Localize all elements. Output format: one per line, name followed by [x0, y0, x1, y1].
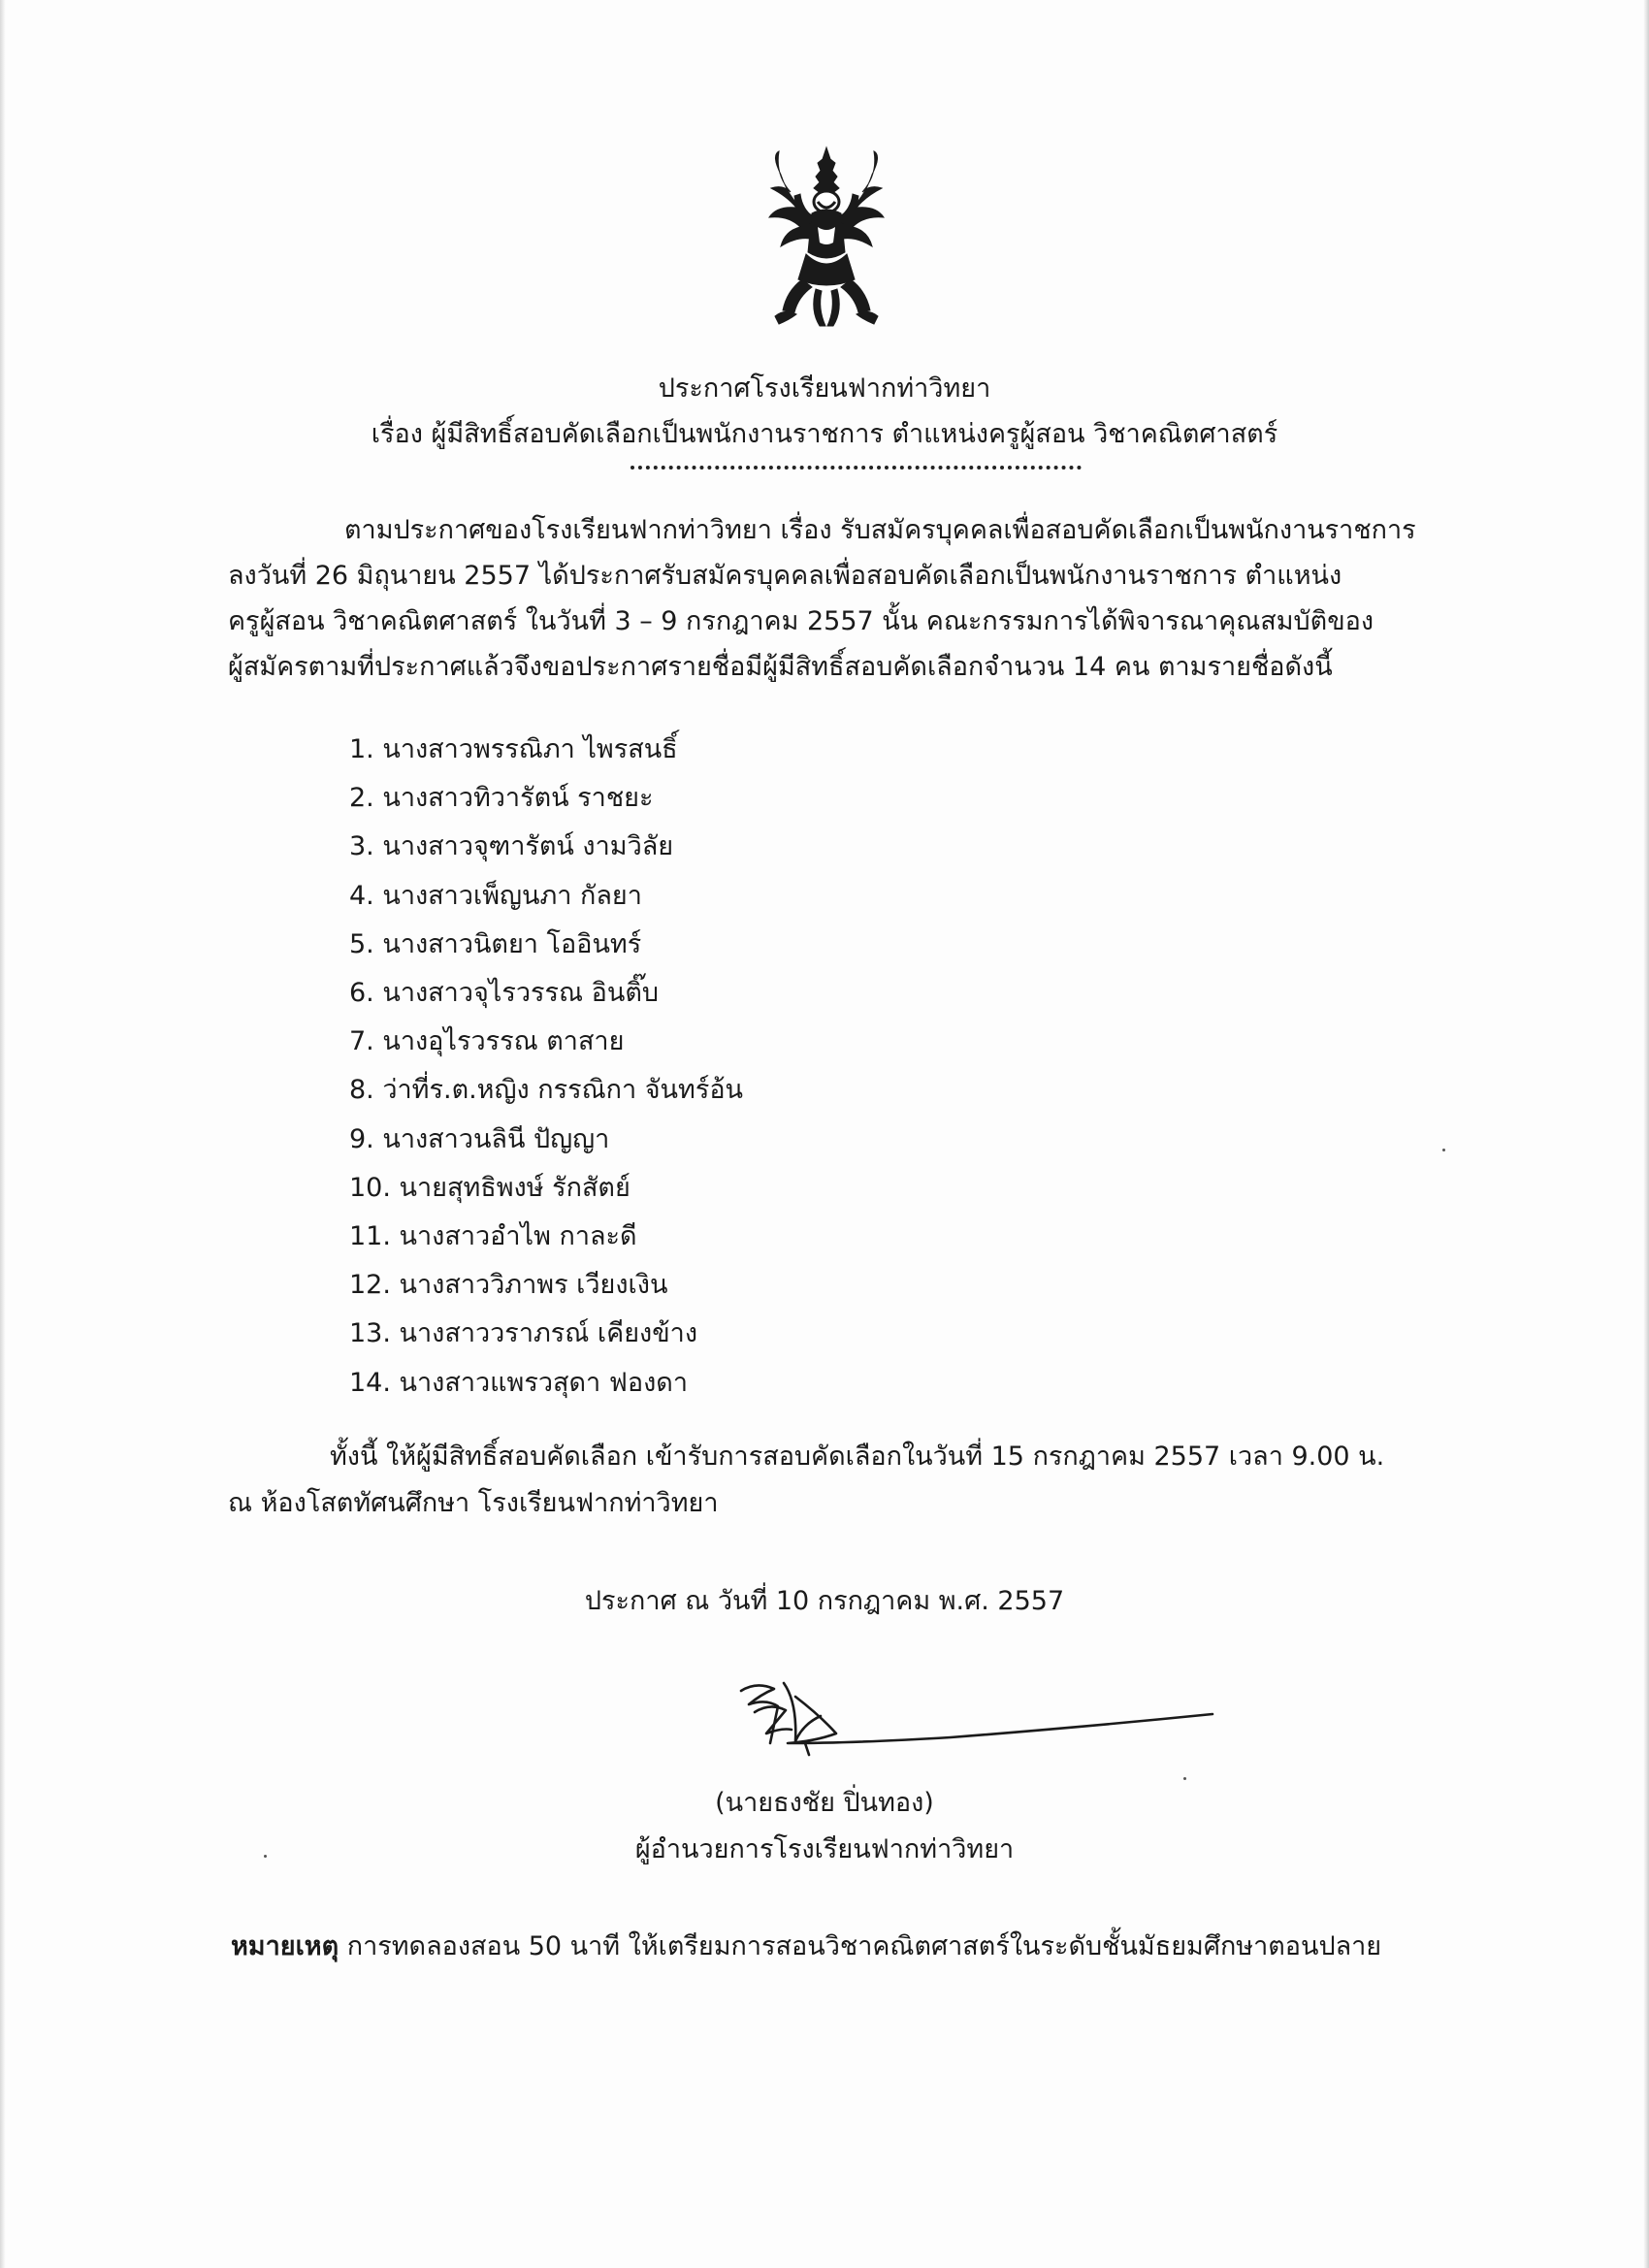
candidate-number: 6.	[349, 978, 374, 1009]
candidate-number: 13.	[349, 1318, 391, 1349]
list-item	[349, 1310, 743, 1358]
candidate-number: 2.	[349, 783, 374, 814]
candidate-name: นางสาวทิวารัตน์ ราชยะ	[382, 783, 654, 814]
list-item	[349, 1359, 743, 1408]
candidate-number: 5.	[349, 928, 374, 959]
list-item	[349, 872, 743, 921]
note	[231, 1925, 1381, 1966]
paragraph-line: ณ ห้องโสตทัศนศึกษา โรงเรียนฟากท่าวิทยา	[228, 1488, 719, 1518]
note-text: การทดลองสอน 50 นาที ให้เตรียมการสอนวิชาคณิตศาสตร์ในระดับชั้นมัธยมศึกษาตอนปลาย	[339, 1931, 1382, 1961]
candidate-name: นางอุไรวรรณ ตาสาย	[382, 1026, 625, 1057]
candidate-name: นางสาวจุไรวรรณ อินติ๊บ	[382, 978, 660, 1009]
paragraph-line: ครูผู้สอน วิชาคณิตศาสตร์ ในวันที่ 3 – 9 กรกฎาคม 2557 นั้น คณะกรรมการได้พิจารณาคุณสมบัติของ	[228, 606, 1374, 636]
candidate-number: 12.	[349, 1270, 391, 1301]
candidate-number: 1.	[349, 734, 374, 764]
header-separator	[630, 466, 1082, 470]
list-item	[349, 823, 743, 871]
candidate-name: นางสาวแพรวสุดา ฟองดา	[399, 1367, 688, 1398]
list-item	[349, 774, 743, 823]
candidate-name: นางสาววราภรณ์ เคียงข้าง	[399, 1318, 698, 1349]
candidate-number: 8.	[349, 1075, 374, 1106]
note-label: หมายเหตุ	[231, 1931, 340, 1961]
paragraph-line: ทั้งนี้ ให้ผู้มีสิทธิ์สอบคัดเลือก เข้ารับการสอบคัดเลือกในวันที่ 15 กรกฎาคม 2557 เวลา 9.00 น.	[330, 1442, 1385, 1472]
document-title: ประกาศโรงเรียนฟากท่าวิทยา	[658, 373, 991, 404]
list-item	[349, 1261, 743, 1310]
candidate-name: นางสาววิภาพร เวียงเงิน	[399, 1270, 668, 1301]
candidate-number: 11.	[349, 1221, 391, 1252]
signature-icon	[728, 1673, 1232, 1761]
scan-speck	[1183, 1777, 1186, 1780]
candidate-name: นางสาวจุฑารัตน์ งามวิลัย	[382, 831, 674, 862]
candidate-name: นายสุทธิพงษ์ รักสัตย์	[399, 1172, 630, 1203]
scan-edge-left	[0, 0, 6, 2268]
signer-title: ผู้อำนวยการโรงเรียนฟากท่าวิทยา	[634, 1834, 1015, 1864]
list-item	[349, 969, 743, 1018]
document-subject: เรื่อง ผู้มีสิทธิ์สอบคัดเลือกเป็นพนักงานราชการ ตำแหน่งครูผู้สอน วิชาคณิตศาสตร์	[371, 419, 1278, 449]
candidate-list	[349, 726, 743, 1408]
candidate-number: 10.	[349, 1172, 391, 1203]
list-item	[349, 921, 743, 969]
garuda-emblem-icon	[761, 146, 892, 330]
list-item	[349, 726, 743, 774]
candidate-name: นางสาวเพ็ญนภา กัลยา	[382, 880, 642, 911]
paragraph-line: ผู้สมัครตามที่ประกาศแล้วจึงขอประกาศรายชื่อมีผู้มีสิทธิ์สอบคัดเลือกจำนวน 14 คน ตามรายชื่อดังนี้	[228, 652, 1333, 682]
candidate-name: นางสาวนิตยา โออินทร์	[382, 928, 642, 959]
candidate-name: นางสาวนลินี ปัญญา	[382, 1123, 610, 1154]
candidate-number: 14.	[349, 1367, 391, 1398]
candidate-name: นางสาวพรรณิภา ไพรสนธิ์	[382, 734, 678, 764]
list-item	[349, 1213, 743, 1261]
list-item	[349, 1066, 743, 1115]
candidate-name: ว่าที่ร.ต.หญิง กรรณิกา จันทร์อ้น	[382, 1075, 743, 1106]
paragraph-line: ตามประกาศของโรงเรียนฟากท่าวิทยา เรื่อง รับสมัครบุคคลเพื่อสอบคัดเลือกเป็นพนักงานราชการ	[344, 515, 1416, 545]
announcement-date: ประกาศ ณ วันที่ 10 กรกฎาคม พ.ศ. 2557	[584, 1586, 1065, 1616]
candidate-number: 4.	[349, 880, 374, 911]
candidate-name: นางสาวอำไพ กาละดี	[399, 1221, 637, 1252]
list-item	[349, 1116, 743, 1164]
candidate-number: 7.	[349, 1026, 374, 1057]
list-item	[349, 1164, 743, 1213]
paragraph-line: ลงวันที่ 26 มิถุนายน 2557 ได้ประกาศรับสมัครบุคคลเพื่อสอบคัดเลือกเป็นพนักงานราชการ ตำแหน่ง	[228, 561, 1342, 591]
list-item	[349, 1018, 743, 1066]
scan-speck	[1442, 1149, 1445, 1151]
candidate-number: 9.	[349, 1123, 374, 1154]
candidate-number: 3.	[349, 831, 374, 862]
signer-name: (นายธงชัย ปิ่นทอง)	[715, 1788, 934, 1818]
scan-edge-right	[1643, 0, 1649, 2268]
